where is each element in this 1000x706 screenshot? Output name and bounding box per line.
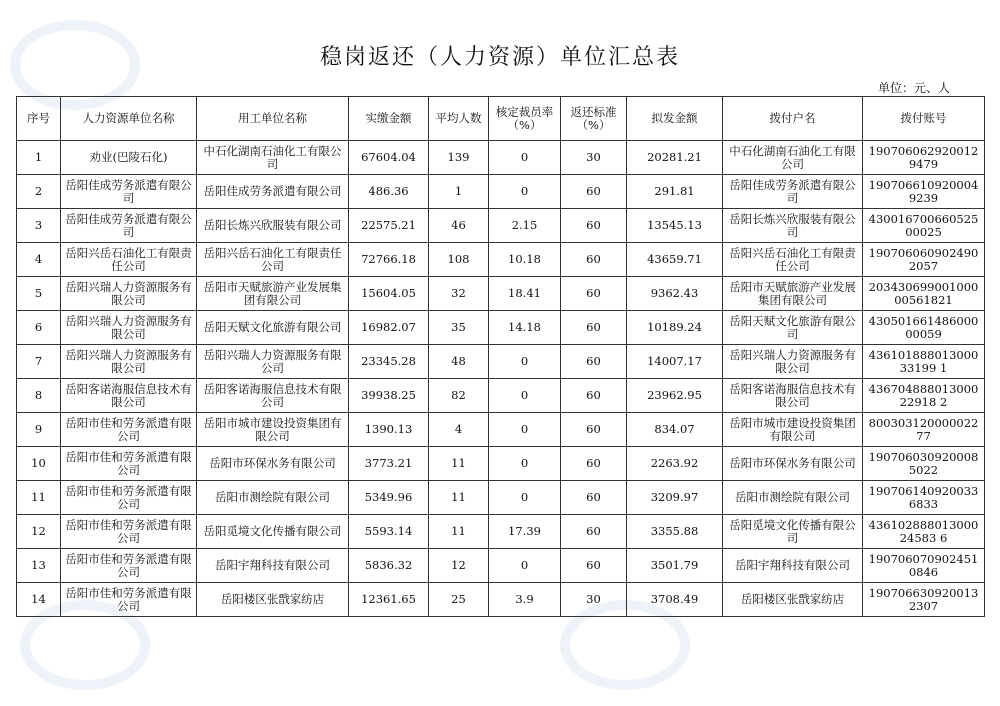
table-cell: 0: [489, 413, 561, 447]
table-cell: 23345.28: [349, 345, 429, 379]
table-cell: 139: [429, 141, 489, 175]
table-cell: 20343069900100000561821: [863, 277, 985, 311]
table-cell: 0: [489, 481, 561, 515]
table-cell: 60: [561, 515, 627, 549]
table-cell: 3: [17, 209, 61, 243]
table-cell: 岳阳兴岳石油化工有限责任公司: [61, 243, 197, 277]
table-cell: 岳阳天赋文化旅游有限公司: [723, 311, 863, 345]
table-cell: 48: [429, 345, 489, 379]
table-row: [17, 243, 985, 277]
table-row: [17, 481, 985, 515]
table-cell: 4: [429, 413, 489, 447]
table-cell: 岳阳佳成劳务派遣有限公司: [61, 209, 197, 243]
table-cell: 13: [17, 549, 61, 583]
table-row: [17, 515, 985, 549]
table-cell: 岳阳市城市建设投资集团有限公司: [197, 413, 349, 447]
table-cell: 10: [17, 447, 61, 481]
table-cell: 岳阳市天赋旅游产业发展集团有限公司: [723, 277, 863, 311]
header-cell: 拟发金额: [627, 97, 723, 141]
table-cell: 60: [561, 345, 627, 379]
table-cell: 14: [17, 583, 61, 617]
table-cell: 10189.24: [627, 311, 723, 345]
table-cell: 60: [561, 549, 627, 583]
table-cell: 1907066109200049239: [863, 175, 985, 209]
table-cell: 1907060309200085022: [863, 447, 985, 481]
table-cell: 17.39: [489, 515, 561, 549]
unit-label: 单位：元、人: [877, 81, 950, 95]
table-cell: 岳阳宇翔科技有限公司: [197, 549, 349, 583]
table-cell: 岳阳兴瑞人力资源服务有限公司: [61, 311, 197, 345]
table-cell: 291.81: [627, 175, 723, 209]
table-cell: 5593.14: [349, 515, 429, 549]
table-cell: 14007.17: [627, 345, 723, 379]
table-row: [17, 413, 985, 447]
table-cell: 岳阳佳成劳务派遣有限公司: [723, 175, 863, 209]
table-row: [17, 175, 985, 209]
table-cell: 岳阳兴瑞人力资源服务有限公司: [61, 345, 197, 379]
table-cell: 0: [489, 345, 561, 379]
table-cell: 43670488801300022918 2: [863, 379, 985, 413]
table-cell: 岳阳觅境文化传播有限公司: [723, 515, 863, 549]
table-header-row: [17, 97, 985, 141]
table-cell: 5: [17, 277, 61, 311]
table-cell: 8: [17, 379, 61, 413]
table-cell: 岳阳市环保水务有限公司: [723, 447, 863, 481]
table-cell: 60: [561, 243, 627, 277]
table-cell: 岳阳客诺海服信息技术有限公司: [197, 379, 349, 413]
table-cell: 23962.95: [627, 379, 723, 413]
table-cell: 43610288801300024583 6: [863, 515, 985, 549]
table-cell: 岳阳长炼兴欣服装有限公司: [197, 209, 349, 243]
header-cell: 拨付户名: [723, 97, 863, 141]
table-cell: 岳阳佳成劳务派遣有限公司: [197, 175, 349, 209]
table-cell: 32: [429, 277, 489, 311]
table-cell: 12: [17, 515, 61, 549]
table-cell: 岳阳长炼兴欣服装有限公司: [723, 209, 863, 243]
table-cell: 43050166148600000059: [863, 311, 985, 345]
table-cell: 岳阳市佳和劳务派遣有限公司: [61, 549, 197, 583]
table-cell: 3501.79: [627, 549, 723, 583]
table-cell: 60: [561, 481, 627, 515]
table-cell: 岳阳客诺海服信息技术有限公司: [723, 379, 863, 413]
table-cell: 39938.25: [349, 379, 429, 413]
table-cell: 60: [561, 379, 627, 413]
table-cell: 60: [561, 277, 627, 311]
table-cell: 30: [561, 141, 627, 175]
table-cell: 2263.92: [627, 447, 723, 481]
table-cell: 岳阳兴瑞人力资源服务有限公司: [61, 277, 197, 311]
table-cell: 20281.21: [627, 141, 723, 175]
table-cell: 80030312000002277: [863, 413, 985, 447]
table-row: [17, 209, 985, 243]
header-cell: 实缴金额: [349, 97, 429, 141]
table-cell: 岳阳市测绘院有限公司: [723, 481, 863, 515]
table-cell: 1907060629200129479: [863, 141, 985, 175]
table-cell: 12: [429, 549, 489, 583]
table-cell: 1907066309200132307: [863, 583, 985, 617]
table-cell: 岳阳市佳和劳务派遣有限公司: [61, 481, 197, 515]
table-row: [17, 277, 985, 311]
table-cell: 11: [429, 515, 489, 549]
table-cell: 1: [429, 175, 489, 209]
table-cell: 5349.96: [349, 481, 429, 515]
table-cell: 岳阳楼区张戬家纺店: [723, 583, 863, 617]
table-cell: 0: [489, 549, 561, 583]
table-cell: 16982.07: [349, 311, 429, 345]
table-cell: 12361.65: [349, 583, 429, 617]
table-cell: 5836.32: [349, 549, 429, 583]
table-cell: 14.18: [489, 311, 561, 345]
table-cell: 岳阳楼区张戬家纺店: [197, 583, 349, 617]
table-cell: 82: [429, 379, 489, 413]
table-cell: 0: [489, 379, 561, 413]
table-cell: 岳阳市佳和劳务派遣有限公司: [61, 447, 197, 481]
table-cell: 43001670066052500025: [863, 209, 985, 243]
table-cell: 11: [429, 481, 489, 515]
table-cell: 岳阳宇翔科技有限公司: [723, 549, 863, 583]
table-cell: 30: [561, 583, 627, 617]
table-cell: 108: [429, 243, 489, 277]
table-cell: 1907061409200336833: [863, 481, 985, 515]
header-cell: 用工单位名称: [197, 97, 349, 141]
table-cell: 1907060709024510846: [863, 549, 985, 583]
table-cell: 18.41: [489, 277, 561, 311]
table-row: [17, 345, 985, 379]
table-cell: 13545.13: [627, 209, 723, 243]
table-cell: 岳阳兴岳石油化工有限责任公司: [723, 243, 863, 277]
table-cell: 3773.21: [349, 447, 429, 481]
table-cell: 35: [429, 311, 489, 345]
table-cell: 25: [429, 583, 489, 617]
table-cell: 0: [489, 141, 561, 175]
table-cell: 岳阳兴瑞人力资源服务有限公司: [197, 345, 349, 379]
table-cell: 岳阳觅境文化传播有限公司: [197, 515, 349, 549]
table-cell: 43659.71: [627, 243, 723, 277]
summary-table: [16, 96, 985, 617]
table-cell: 0: [489, 175, 561, 209]
table-cell: 1390.13: [349, 413, 429, 447]
table-cell: 4: [17, 243, 61, 277]
table-cell: 岳阳佳成劳务派遣有限公司: [61, 175, 197, 209]
table-cell: 岳阳客诺海服信息技术有限公司: [61, 379, 197, 413]
table-cell: 3209.97: [627, 481, 723, 515]
table-cell: 72766.18: [349, 243, 429, 277]
table-row: [17, 379, 985, 413]
table-cell: 15604.05: [349, 277, 429, 311]
table-cell: 3.9: [489, 583, 561, 617]
table-cell: 7: [17, 345, 61, 379]
table-cell: 2.15: [489, 209, 561, 243]
table-cell: 486.36: [349, 175, 429, 209]
table-cell: 岳阳天赋文化旅游有限公司: [197, 311, 349, 345]
table-cell: 60: [561, 209, 627, 243]
header-cell: 序号: [17, 97, 61, 141]
table-cell: 60: [561, 447, 627, 481]
table-cell: 中石化湖南石油化工有限公司: [723, 141, 863, 175]
table-cell: 9362.43: [627, 277, 723, 311]
table-cell: 46: [429, 209, 489, 243]
table-row: [17, 141, 985, 175]
header-cell: 人力资源单位名称: [61, 97, 197, 141]
table-cell: 岳阳市佳和劳务派遣有限公司: [61, 583, 197, 617]
header-cell: 核定裁员率（%）: [489, 97, 561, 141]
table-cell: 60: [561, 413, 627, 447]
header-cell: 平均人数: [429, 97, 489, 141]
table-cell: 3355.88: [627, 515, 723, 549]
header-cell: 返还标准（%）: [561, 97, 627, 141]
table-cell: 岳阳市佳和劳务派遣有限公司: [61, 413, 197, 447]
table-cell: 834.07: [627, 413, 723, 447]
table-cell: 岳阳市城市建设投资集团有限公司: [723, 413, 863, 447]
table-cell: 1: [17, 141, 61, 175]
table-row: [17, 549, 985, 583]
table-row: [17, 311, 985, 345]
table-cell: 岳阳市测绘院有限公司: [197, 481, 349, 515]
table-cell: 岳阳兴岳石油化工有限责任公司: [197, 243, 349, 277]
table-cell: 67604.04: [349, 141, 429, 175]
table-cell: 劝业(巴陵石化): [61, 141, 197, 175]
table-cell: 10.18: [489, 243, 561, 277]
table-cell: 岳阳市天赋旅游产业发展集团有限公司: [197, 277, 349, 311]
table-cell: 11: [429, 447, 489, 481]
table-cell: 9: [17, 413, 61, 447]
table-cell: 岳阳市环保水务有限公司: [197, 447, 349, 481]
table-cell: 岳阳市佳和劳务派遣有限公司: [61, 515, 197, 549]
table-cell: 1907060609024902057: [863, 243, 985, 277]
table-cell: 中石化湖南石油化工有限公司: [197, 141, 349, 175]
table-row: [17, 583, 985, 617]
table-cell: 22575.21: [349, 209, 429, 243]
table-cell: 60: [561, 311, 627, 345]
table-cell: 60: [561, 175, 627, 209]
table-cell: 0: [489, 447, 561, 481]
table-cell: 岳阳兴瑞人力资源服务有限公司: [723, 345, 863, 379]
header-cell: 拨付账号: [863, 97, 985, 141]
table-cell: 11: [17, 481, 61, 515]
table-cell: 2: [17, 175, 61, 209]
table-cell: 43610188801300033199 1: [863, 345, 985, 379]
page-title: 稳岗返还（人力资源）单位汇总表: [319, 45, 680, 70]
table-cell: 6: [17, 311, 61, 345]
table-row: [17, 447, 985, 481]
table-cell: 3708.49: [627, 583, 723, 617]
